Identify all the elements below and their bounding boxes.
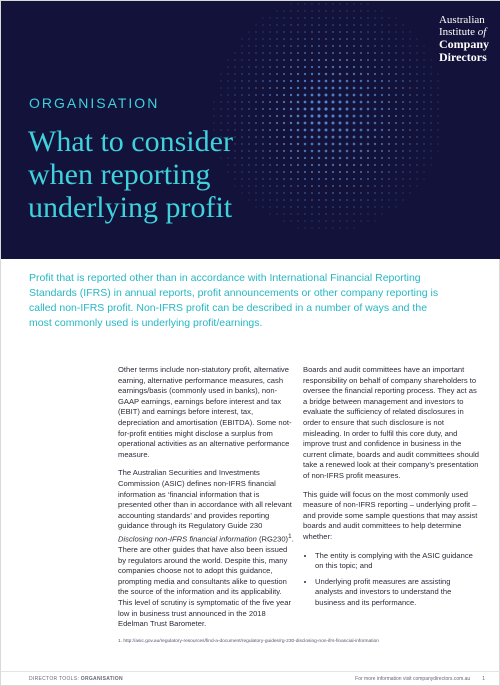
footer-divider [1,671,500,672]
page-number: 1 [482,676,485,682]
title-line: underlying profit [28,191,233,224]
body-column-left [118,365,294,638]
body-paragraph: Other terms include non-statutory profit, alternative earning, alternative performance measures, cash earnings/basis (commonly used in banks), non-GAAP earnings, earnings before interest and tax (EBIT) and earnings before interest, tax, depreciation and amortisation (EBITDA). Some not-for-profit entities might disclose a surplus from operational activities as an alternative performance measure. [118,365,292,459]
footnote-reference: 1 [288,532,292,540]
logo-line-4: Directors [438,49,487,64]
footer-info [355,676,485,682]
logo-line-2: Institute of [438,25,487,38]
footer-section-label: DIRECTOR TOOLS: ORGANISATION [29,676,123,682]
body-paragraph: This guide will focus on the most commonly used measure of non-IFRS reporting – underlying profit – and provide some sample questions that may assist boards and audit committees to help determine whether: [303,489,478,541]
logo-line-3: Company [438,37,489,52]
page-title [28,125,233,224]
bullet-list [303,551,479,609]
logo-line-1: Australian [438,14,485,26]
bullet-item: • The entity is complying with the ASIC guidance on this topic; and [315,551,479,572]
bullet-item: • Underlying profit measures are assisting analysts and investors to understand the business and its performance. [315,577,479,609]
aicd-logo [439,15,489,63]
title-line: when reporting [28,158,211,191]
section-category: ORGANISATION [29,95,160,111]
body-paragraph: The Australian Securities and Investments Commission (ASIC) defines non-IFRS financial information as ‘financial information that is presented other than in accordance with all relevant accounting standards’ and provides reporting guidance through its Regulatory Guide 230 Disclosing non-IFRS financial information $(RG230)^1$. There are other guides that have also been issued by regulators around the world. Despite this, many companies choose not to adopt this guidance, prompting media and consultants alike to question the source of the information and its applicability. This level of scrutiny is symptomatic of the five year low in business trust announced in the 2018 Edelman Trust Barometer. [118,468,294,629]
header-banner [1,1,500,259]
title-line: What to consider [28,125,233,158]
footnote: 1. http://asic.gov.au/regulatory-resources/find-a-document/regulatory-guides/rg-230-disclosing-non-ifrs-financial-information [118,639,379,644]
body-column-right [303,365,479,613]
body-paragraph: Boards and audit committees have an important responsibility on behalf of company shareholders to oversee the financial reporting process. They act as a bridge between management and investors to evaluate the sufficiency of related disclosures in order to ensure that such disclosure is not misleading. In order to fulfil this core duty, and improve trust and confidence in business in the current climate, boards and audit committees should take a renewed look at their company’s presentation of non-IFRS profit measures. [303,365,480,480]
footer-website-text: For more information visit companydirectors.com.au [355,676,471,682]
intro-paragraph: Profit that is reported other than in accordance with International Financial Reporting Standards (IFRS) in annual reports, profit announcements or other company reporting is called non-IFRS profit. Non-IFRS profit can be described in a number of ways and the most commonly used is underlying profit/earnings. [29,272,439,329]
